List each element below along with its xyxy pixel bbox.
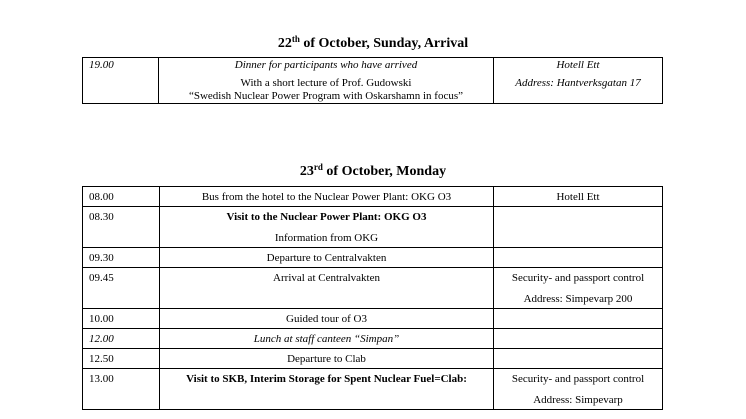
time-cell: 12.50 — [83, 349, 160, 369]
time-cell: 10.00 — [83, 309, 160, 329]
table-row — [83, 369, 663, 410]
place-address: Address: Hantverksgatan 17 — [515, 77, 641, 89]
place-cell — [494, 207, 663, 248]
activity-title: Visit to the Nuclear Power Plant: OKG O3 — [226, 211, 427, 223]
place-address: Address: Simpevarp 200 — [523, 293, 633, 305]
day1-heading: 22th of October, Sunday, Arrival — [277, 34, 469, 51]
place-cell — [494, 329, 663, 349]
place-name: Security- and passport control — [511, 272, 645, 284]
place-name: Security- and passport control — [511, 373, 645, 385]
time-cell: 09.30 — [83, 248, 160, 268]
place-name: Hotell Ett — [556, 59, 600, 71]
time-cell: 13.00 — [83, 369, 160, 410]
table-row — [83, 268, 663, 309]
time-cell: 12.00 — [83, 329, 160, 349]
table-row — [83, 187, 663, 207]
table-row — [83, 248, 663, 268]
day2-table — [82, 186, 663, 410]
time-cell: 09.45 — [83, 268, 160, 309]
activity-cell: Guided tour of O3 — [160, 309, 494, 329]
place-cell — [494, 248, 663, 268]
place-address: Address: Simpevarp — [533, 394, 623, 406]
place-cell — [494, 369, 663, 410]
table-row — [83, 349, 663, 369]
activity-cell — [160, 207, 494, 248]
table-row — [83, 309, 663, 329]
table-row — [83, 329, 663, 349]
lecture-line-1: With a short lecture of Prof. Gudowski — [240, 77, 412, 89]
time-cell: 19.00 — [83, 58, 159, 104]
time-cell: 08.30 — [83, 207, 160, 248]
lecture-line-2: “Swedish Nuclear Power Program with Oskarshamn in focus” — [188, 90, 464, 102]
activity-cell: Visit to SKB, Interim Storage for Spent Nuclear Fuel=Clab: — [160, 369, 494, 410]
activity-detail: Information from OKG — [274, 232, 379, 244]
day1-table — [82, 57, 663, 104]
activity-title: Dinner for participants who have arrived — [234, 59, 418, 71]
place-cell — [494, 309, 663, 329]
place-cell: Hotell Ett — [494, 187, 663, 207]
day2-heading: 23rd of October, Monday — [299, 162, 447, 179]
activity-cell: Departure to Clab — [160, 349, 494, 369]
place-cell — [494, 349, 663, 369]
activity-cell — [159, 58, 494, 104]
activity-cell: Arrival at Centralvakten — [160, 268, 494, 309]
place-cell — [494, 268, 663, 309]
place-cell — [494, 58, 663, 104]
activity-cell: Bus from the hotel to the Nuclear Power Plant: OKG O3 — [160, 187, 494, 207]
table-row — [83, 58, 663, 104]
time-cell: 08.00 — [83, 187, 160, 207]
activity-cell: Departure to Centralvakten — [160, 248, 494, 268]
table-row — [83, 207, 663, 248]
activity-cell: Lunch at staff canteen “Simpan” — [160, 329, 494, 349]
